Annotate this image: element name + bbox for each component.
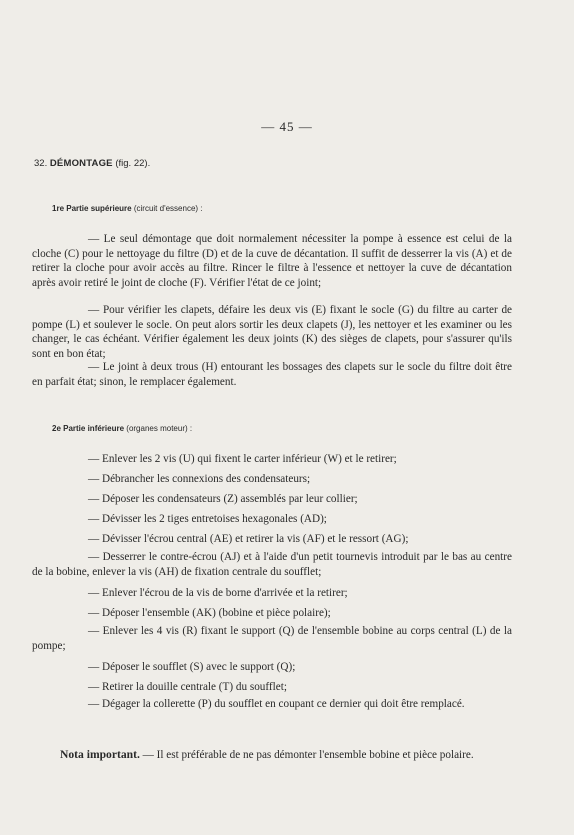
list-item: — Débrancher les connexions des condensateurs; [88,473,311,485]
list-item: — Déposer les condensateurs (Z) assemblés par leur collier; [88,493,358,505]
list-item: — Dévisser l'écrou central (AE) et retirer la vis (AF) et le ressort (AG); [88,533,409,545]
list-item: — Déposer le soufflet (S) avec le support (Q); [88,661,296,673]
section-heading [34,158,150,169]
part1-paragraph: — Le joint à deux trous (H) entourant les bossages des clapets sur le socle du filtre doit être en parfait état; sinon, le remplacer également. [32,361,512,388]
list-item: — Enlever les 4 vis (R) fixant le support (Q) de l'ensemble bobine au corps central (L) de la pompe; [32,625,512,652]
section-number: 32. [34,158,48,169]
part1-heading [52,204,203,213]
list-item: — Desserrer le contre-écrou (AJ) et à l'aide d'un petit tournevis introduit par le bas au centre de la bobine, enlever la vis (AH) de fixation centrale du soufflet; [32,551,512,578]
nota-label: Nota important. [60,748,140,761]
list-item: — Dévisser les 2 tiges entretoises hexagonales (AD); [88,513,327,525]
part1-label: 1re Partie supérieure [52,204,132,213]
part2-heading [52,424,192,433]
nota-text: — Il est préférable de ne pas démonter l'ensemble bobine et pièce polaire. [139,749,474,761]
nota-paragraph [32,748,512,763]
section-title: DÉMONTAGE [49,158,113,169]
part1-detail: (circuit d'essence) : [133,204,203,213]
list-item: — Retirer la douille centrale (T) du soufflet; [88,681,287,693]
list-item: — Enlever l'écrou de la vis de borne d'arrivée et la retirer; [88,587,348,599]
part1-paragraph: — Pour vérifier les clapets, défaire les deux vis (E) fixant le socle (G) du filtre au carter de pompe (L) et soulever le socle. On peut alors sortir les deux clapets (J), les nettoyer et les examiner ou les changer, le cas échéant. Vérifier également les deux joints (K) des sièges de clapets, pour s'assurer qu'ils sont en bon état; [32,304,512,360]
page-number: — 45 — [261,119,313,134]
list-item: — Dégager la collerette (P) du soufflet en coupant ce dernier qui doit être remplacé. [88,698,465,710]
part2-label: 2e Partie inférieure [52,424,125,433]
list-item: — Enlever les 2 vis (U) qui fixent le carter inférieur (W) et le retirer; [88,453,397,465]
part1-paragraph: — Le seul démontage que doit normalement nécessiter la pompe à essence est celui de la cloche (C) pour le nettoyage du filtre (D) et de la cuve de décantation. Il suffit de desserrer la vis (A) et de retirer la cloche pour avoir accès au filtre. Rincer le filtre à l'essence et nettoyer la cuve de décantation après avoir retiré le joint de cloche (F). Vérifier l'état de ce joint; [32,233,512,289]
part2-detail: (organes moteur) : [126,424,193,433]
list-item: — Déposer l'ensemble (AK) (bobine et pièce polaire); [88,607,331,619]
section-figure-ref: (fig. 22). [115,158,151,169]
